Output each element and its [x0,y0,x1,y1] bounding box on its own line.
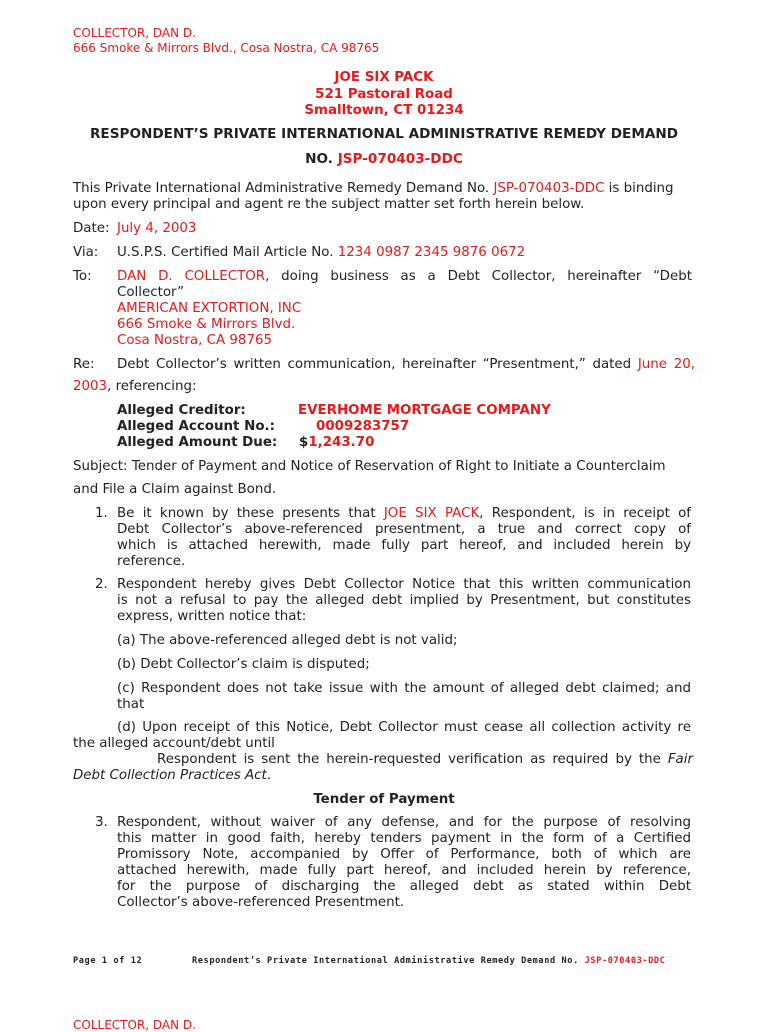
footer-title: Respondent’s Private International Administrative Remedy Demand No. JSP-070403-DDC [192,956,666,966]
respondent-name: JOE SIX PACK [334,70,434,85]
via-label: Via: [73,245,99,260]
item-3-number: 3. [95,815,108,830]
alleged-creditor-label: Alleged Creditor: [117,403,246,418]
item-2-number: 2. [95,577,108,592]
to-company: AMERICAN EXTORTION, INC [117,301,302,316]
date-value: July 4, 2003 [117,221,197,236]
to-city: Cosa Nostra, CA 98765 [117,333,273,348]
to-line-2: Collector” [117,285,185,300]
subject-line-1: Subject: Tender of Payment and Notice of Reservation of Right to Initiate a Counterclaim [73,459,666,474]
item-3-line-5: for the purpose of discharging the alleged debt as stated within Debt [117,879,691,894]
item-2-sub-c-line-1: (c) Respondent does not take issue with the amount of alleged debt claimed; and [117,681,691,696]
subject-line-2: and File a Claim against Bond. [73,482,277,497]
item-2-line-3: express, written notice that: [117,609,307,624]
item-2-sub-b: (b) Debt Collector’s claim is disputed; [117,657,370,672]
intro-line-1: This Private International Administrative Remedy Demand No. JSP-070403-DDC is binding [73,181,674,196]
next-page-header-partial: COLLECTOR, DAN D. [73,1018,196,1032]
sender-address: 666 Smoke & Mirrors Blvd., Cosa Nostra, CA 98765 [73,41,380,55]
to-street: 666 Smoke & Mirrors Blvd. [117,317,296,332]
item-2-sub-c-line-2: that [117,697,145,712]
document-title: RESPONDENT’S PRIVATE INTERNATIONAL ADMINISTRATIVE REMEDY DEMAND [89,126,679,142]
item-2-sub-a: (a) The above-referenced alleged debt is not valid; [117,633,458,648]
item-2-sub-d-line-3: Respondent is sent the herein-requested verification as required by the Fair [157,752,693,767]
alleged-amount-label: Alleged Amount Due: [117,435,278,450]
item-3-line-3: Promissory Note, accompanied by Offer of Performance, both of which are [117,847,691,862]
item-2-sub-d-line-2: the alleged account/debt until [73,736,275,751]
item-3-line-2: this matter in good faith, hereby tenders payment in the form of a Certified [117,831,691,846]
item-2-sub-d-line-4: Debt Collection Practices Act. [73,768,272,783]
alleged-amount-value: $1,243.70 [299,435,375,450]
intro-line-2: upon every principal and agent re the subject matter set forth herein below. [73,197,585,212]
item-2-line-1: Respondent hereby gives Debt Collector Notice that this written communication [117,577,691,592]
alleged-account-label: Alleged Account No.: [117,419,275,434]
alleged-creditor-value: EVERHOME MORTGAGE COMPANY [298,403,551,418]
item-1-line-2: Debt Collector’s above-referenced presentment, a true and correct copy of [117,522,691,537]
footer-page-number: Page 1 of 12 [73,956,143,966]
item-3-line-1: Respondent, without waiver of any defense, and for the purpose of resolving [117,815,691,830]
item-3-line-4: attached herewith, made fully part hereof, and included herein by reference, [117,863,691,878]
to-label: To: [73,269,92,284]
respondent-city: Smalltown, CT 01234 [304,103,464,118]
sender-name: COLLECTOR, DAN D. [73,26,196,40]
to-line-1: DAN D. COLLECTOR, doing business as a Debt Collector, hereinafter “Debt [117,269,692,284]
date-label: Date: [73,221,110,236]
document-number: NO. JSP-070403-DDC [305,151,463,167]
via-line: U.S.P.S. Certified Mail Article No. 1234 0987 2345 9876 0672 [117,245,526,260]
respondent-street: 521 Pastoral Road [315,87,453,102]
item-1-line-1: Be it known by these presents that JOE SIX PACK, Respondent, is in receipt of [117,506,692,521]
re-label: Re: [73,357,95,372]
item-1-line-4: reference. [117,554,186,569]
alleged-account-value: 0009283757 [316,419,410,434]
tender-heading: Tender of Payment [313,792,455,807]
item-1-number: 1. [95,506,108,521]
item-3-line-6: Collector’s above-referenced Presentment. [117,895,405,910]
item-2-sub-d-line-1: (d) Upon receipt of this Notice, Debt Collector must cease all collection activity re [117,720,691,735]
re-line-1: Debt Collector’s written communication, hereinafter “Presentment,” dated June 20, [117,357,695,372]
re-line-2: 2003, referencing: [73,379,197,394]
item-2-line-2: is not a refusal to pay the alleged debt implied by Presentment, but constitutes [117,593,691,608]
item-1-line-3: which is attached herewith, made fully part hereof, and included herein by [117,538,691,553]
